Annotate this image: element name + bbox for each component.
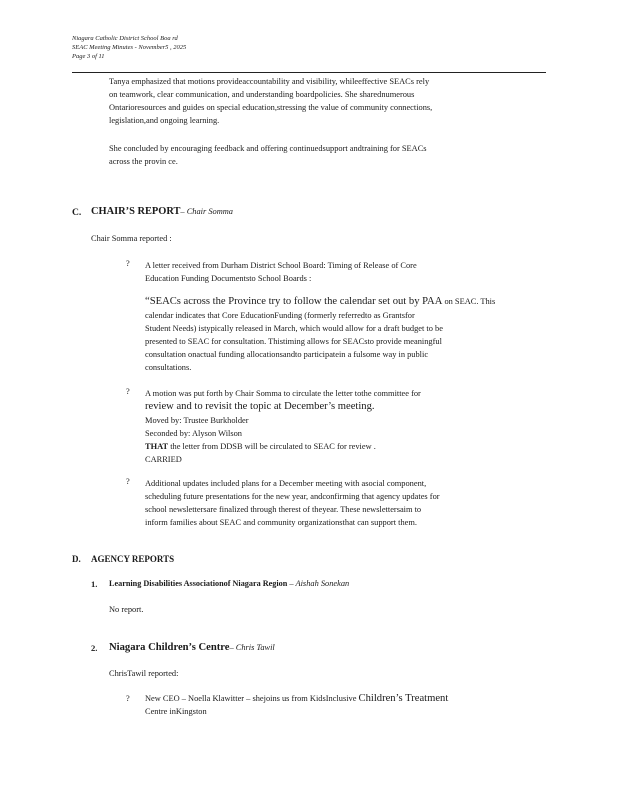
text-line: on teamwork, clear communication, and understanding boardpolicies. She sharednumerous — [109, 90, 415, 99]
paragraph-tanya — [109, 75, 529, 127]
text-line: legislation,and ongoing learning. — [109, 116, 220, 125]
that-rest: the letter from DDSB will be circulated to SEAC for review . — [170, 442, 376, 451]
sub1-body: No report. — [109, 605, 144, 614]
letter-item — [145, 259, 540, 285]
header-org: Niagara Catholic District School Boa rd — [72, 35, 178, 42]
section-c-presenter: – Chair Somma — [180, 207, 233, 216]
section-c-title: CHAIR’S REPORT — [91, 206, 181, 217]
text-line: Centre inKingston — [145, 707, 207, 716]
paragraph-concluded — [109, 142, 529, 168]
header-page: Page 3 of 11 — [72, 53, 105, 60]
quote-lead-tail: on SEAC. This — [444, 297, 496, 306]
sub2-num: 2. — [91, 643, 98, 653]
motion-item — [145, 387, 545, 466]
bullet-marker: ? — [126, 694, 130, 703]
text-line: A letter received from Durham District School Board: Timing of Release of Core — [145, 261, 417, 270]
carried: CARRIED — [145, 455, 182, 464]
sub2-title: Niagara Children’s Centre — [109, 642, 230, 653]
quote-block — [145, 295, 545, 374]
text-line: Student Needs) istypically released in March, which would allow for a draft budget to be — [145, 324, 443, 333]
text-line: scheduling future presentations for the new year, andconfirming that agency updates for — [145, 492, 440, 501]
bullet-marker: ? — [126, 259, 130, 268]
sub1-title: Learning Disabilities Associationof Niagara Region — [109, 579, 288, 588]
text-line: Tanya emphasized that motions provideaccountability and visibility, whileeffective SEACs rely — [109, 77, 430, 86]
section-c-letter: C. — [72, 207, 82, 218]
section-c-heading — [91, 206, 233, 217]
ceo-item — [145, 692, 545, 718]
text-line: presented to SEAC for consultation. Thistiming allows for SEACsto provide meaningful — [145, 337, 442, 346]
text-line: review and to revisit the topic at December’s meeting. — [145, 401, 375, 412]
section-d-letter: D. — [72, 554, 81, 564]
quote-lead: “SEACs across the Province try to follow the calendar set out by PAA — [145, 296, 443, 307]
seconded-by: Seconded by: Alyson Wilson — [145, 429, 242, 438]
text-line: Ontarioresources and guides on special education,stressing the value of community connections, — [109, 103, 433, 112]
text-line: across the provin ce. — [109, 157, 178, 166]
that-word: THAT — [145, 442, 169, 451]
moved-by: Moved by: Trustee Burkholder — [145, 416, 249, 425]
that-line — [145, 440, 545, 453]
quote-first-line — [145, 295, 545, 309]
text-line: school newslettersare finalized through therest of theyear. These newslettersaim to — [145, 505, 422, 514]
bullet-marker: ? — [126, 477, 130, 486]
text-line: Additional updates included plans for a December meeting with asocial component, — [145, 479, 427, 488]
ceo-line-a: New CEO – Noella Klawitter – shejoins us from KidsInclusive — [145, 694, 357, 703]
sub2-intro: ChrisTawil reported: — [109, 669, 179, 678]
text-line: calendar indicates that Core EducationFunding (formerly referredto as Grantsfor — [145, 311, 415, 320]
header-rule — [72, 72, 546, 73]
updates-item — [145, 477, 540, 529]
text-line: inform families about SEAC and community organizationsthat can support them. — [145, 518, 417, 527]
text-line: consultations. — [145, 363, 192, 372]
sub2-heading — [109, 642, 275, 653]
text-line: Education Funding Documentsto School Boards : — [145, 274, 312, 283]
sub1-heading — [109, 579, 349, 588]
bullet-marker: ? — [126, 387, 130, 396]
sub1-num: 1. — [91, 579, 98, 589]
section-d-title: AGENCY REPORTS — [91, 554, 175, 564]
ceo-line — [145, 692, 545, 705]
sub1-presenter: – Aishah Sonekan — [289, 579, 350, 588]
text-line: consultation onactual funding allocationsandto participatein a fulsome way in public — [145, 350, 429, 359]
text-line: She concluded by encouraging feedback and offering continuedsupport andtraining for SEACs — [109, 144, 427, 153]
ceo-line-b: Children’s Treatment — [358, 693, 449, 704]
sub2-presenter: – Chris Tawil — [229, 643, 275, 652]
header-meeting: SEAC Meeting Minutes - November5 , 2025 — [72, 44, 187, 51]
text-line: A motion was put forth by Chair Somma to circulate the letter tothe committee for — [145, 389, 421, 398]
chair-intro: Chair Somma reported : — [91, 234, 172, 243]
